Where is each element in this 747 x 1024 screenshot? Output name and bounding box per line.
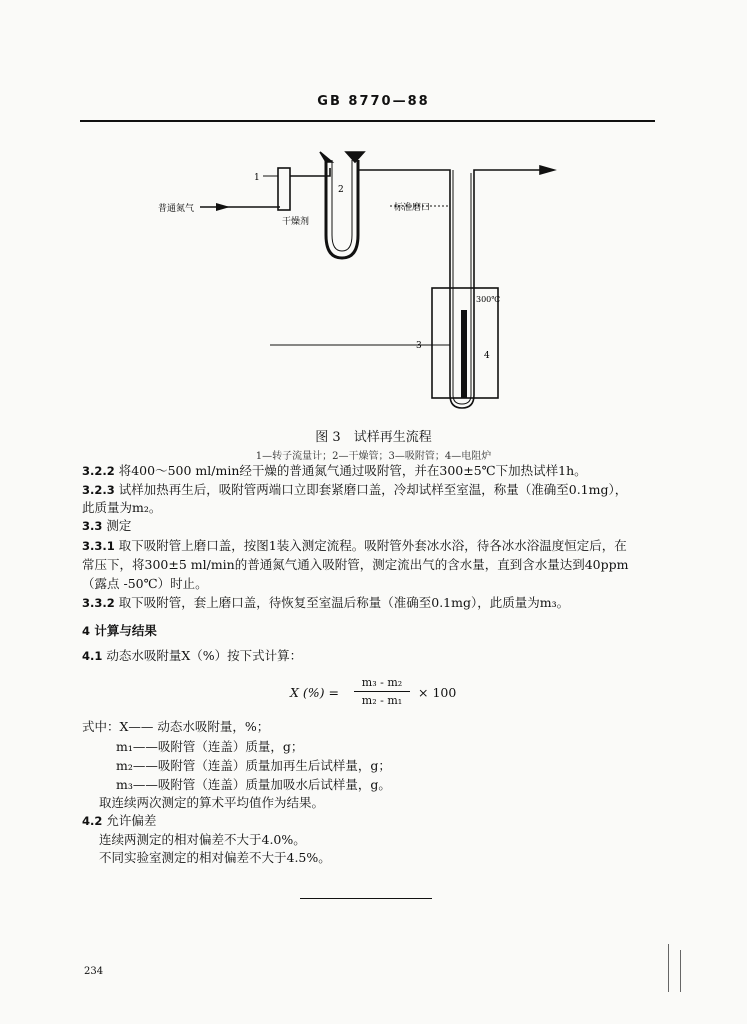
section-title: 测定 xyxy=(106,518,132,533)
where-m2: m₂——吸附管（连盖）质量加再生后试样量，g； xyxy=(116,758,391,773)
label-3: 3 xyxy=(416,341,422,351)
adsorption-line xyxy=(358,170,550,408)
section-number: 3.2.3 xyxy=(82,483,115,497)
average-note: 取连续两次测定的算术平均值作为结果。 xyxy=(99,795,325,810)
label-2: 2 xyxy=(338,185,344,195)
section-text: 取下吸附管上磨口盖，按图1装入测定流程。吸附管外套冰水浴，待各冰水浴温度恒定后，在 xyxy=(118,538,627,553)
page-number: 234 xyxy=(84,966,104,977)
section-3-3-1-cont: 常压下，将300±5 ml/min的普通氮气通入吸附管，测定流出气的含水量，直到含水量达到40ppm xyxy=(82,557,629,572)
section-title: 允许偏差 xyxy=(106,813,157,828)
label-temperature: 300℃ xyxy=(476,295,501,304)
section-number: 3.2.2 xyxy=(82,464,115,478)
section-title: 计算与结果 xyxy=(94,623,157,638)
page-header: GB 8770—88 xyxy=(317,94,430,109)
label-1: 1 xyxy=(254,173,260,183)
section-3-2-3 xyxy=(82,481,627,499)
section-text: 试样加热再生后，吸附管两端口立即套紧磨口盖，冷却试样至室温，称量（准确至0.1mg）， xyxy=(118,482,628,497)
section-text: 取下吸附管，套上磨口盖，待恢复至室温后称量（准确至0.1mg），此质量为m₃。 xyxy=(118,595,570,610)
label-4: 4 xyxy=(484,351,490,361)
label-desiccant: 干燥剂 xyxy=(282,217,310,227)
header-rule xyxy=(80,120,655,122)
section-3-2-2 xyxy=(82,462,587,480)
section-number: 3.3.1 xyxy=(82,539,115,553)
section-3-3-1 xyxy=(82,537,627,555)
where-x: 式中：X—— 动态水吸附量，%； xyxy=(82,719,270,734)
section-number: 3.3.2 xyxy=(82,596,115,610)
section-4-2 xyxy=(82,812,156,830)
section-4 xyxy=(82,622,157,640)
section-text: 将400～500 ml/min经干燥的普通氮气通过吸附管，并在300±5℃下加热试样1h。 xyxy=(118,463,587,478)
regeneration-flow-diagram xyxy=(150,140,580,420)
formula xyxy=(290,676,470,712)
section-number: 4.1 xyxy=(82,649,103,663)
scan-mark xyxy=(680,950,681,992)
section-number: 4.2 xyxy=(82,814,103,828)
flowmeter xyxy=(278,168,290,210)
section-number: 4 xyxy=(82,624,91,638)
deviation-lab: 不同实验室测定的相对偏差不大于4.5%。 xyxy=(99,850,331,865)
formula-fraction xyxy=(354,676,410,707)
label-ground-joint: 标准磨口 xyxy=(394,203,431,213)
section-3-3-1-cont2: （露点 -50℃）时止。 xyxy=(82,576,208,591)
formula-lhs: X (%) = xyxy=(290,685,339,700)
scan-mark xyxy=(668,944,669,992)
where-m1: m₁——吸附管（连盖）质量，g； xyxy=(116,739,304,754)
figure-legend: 1—转子流量计；2—干燥管；3—吸附管；4—电阻炉 xyxy=(255,451,492,462)
section-3-3-2 xyxy=(82,594,569,612)
formula-denominator: m₂ - m₁ xyxy=(361,694,403,707)
section-3-3 xyxy=(82,517,131,535)
formula-rhs: × 100 xyxy=(418,685,457,700)
section-4-1 xyxy=(82,647,302,665)
fraction-bar xyxy=(354,691,410,692)
section-number: 3.3 xyxy=(82,519,103,533)
section-text: 动态水吸附量X（%）按下式计算： xyxy=(106,648,303,663)
deviation-repeat: 连续两测定的相对偏差不大于4.0%。 xyxy=(99,832,306,847)
figure-caption: 图 3 试样再生流程 xyxy=(315,430,432,445)
label-inlet-gas: 普通氮气 xyxy=(158,204,195,214)
section-3-2-3-cont: 此质量为m₂。 xyxy=(82,500,162,515)
end-rule xyxy=(300,898,432,899)
where-m3: m₃——吸附管（连盖）质量加吸水后试样量，g。 xyxy=(116,777,391,792)
formula-numerator: m₃ - m₂ xyxy=(361,676,403,689)
